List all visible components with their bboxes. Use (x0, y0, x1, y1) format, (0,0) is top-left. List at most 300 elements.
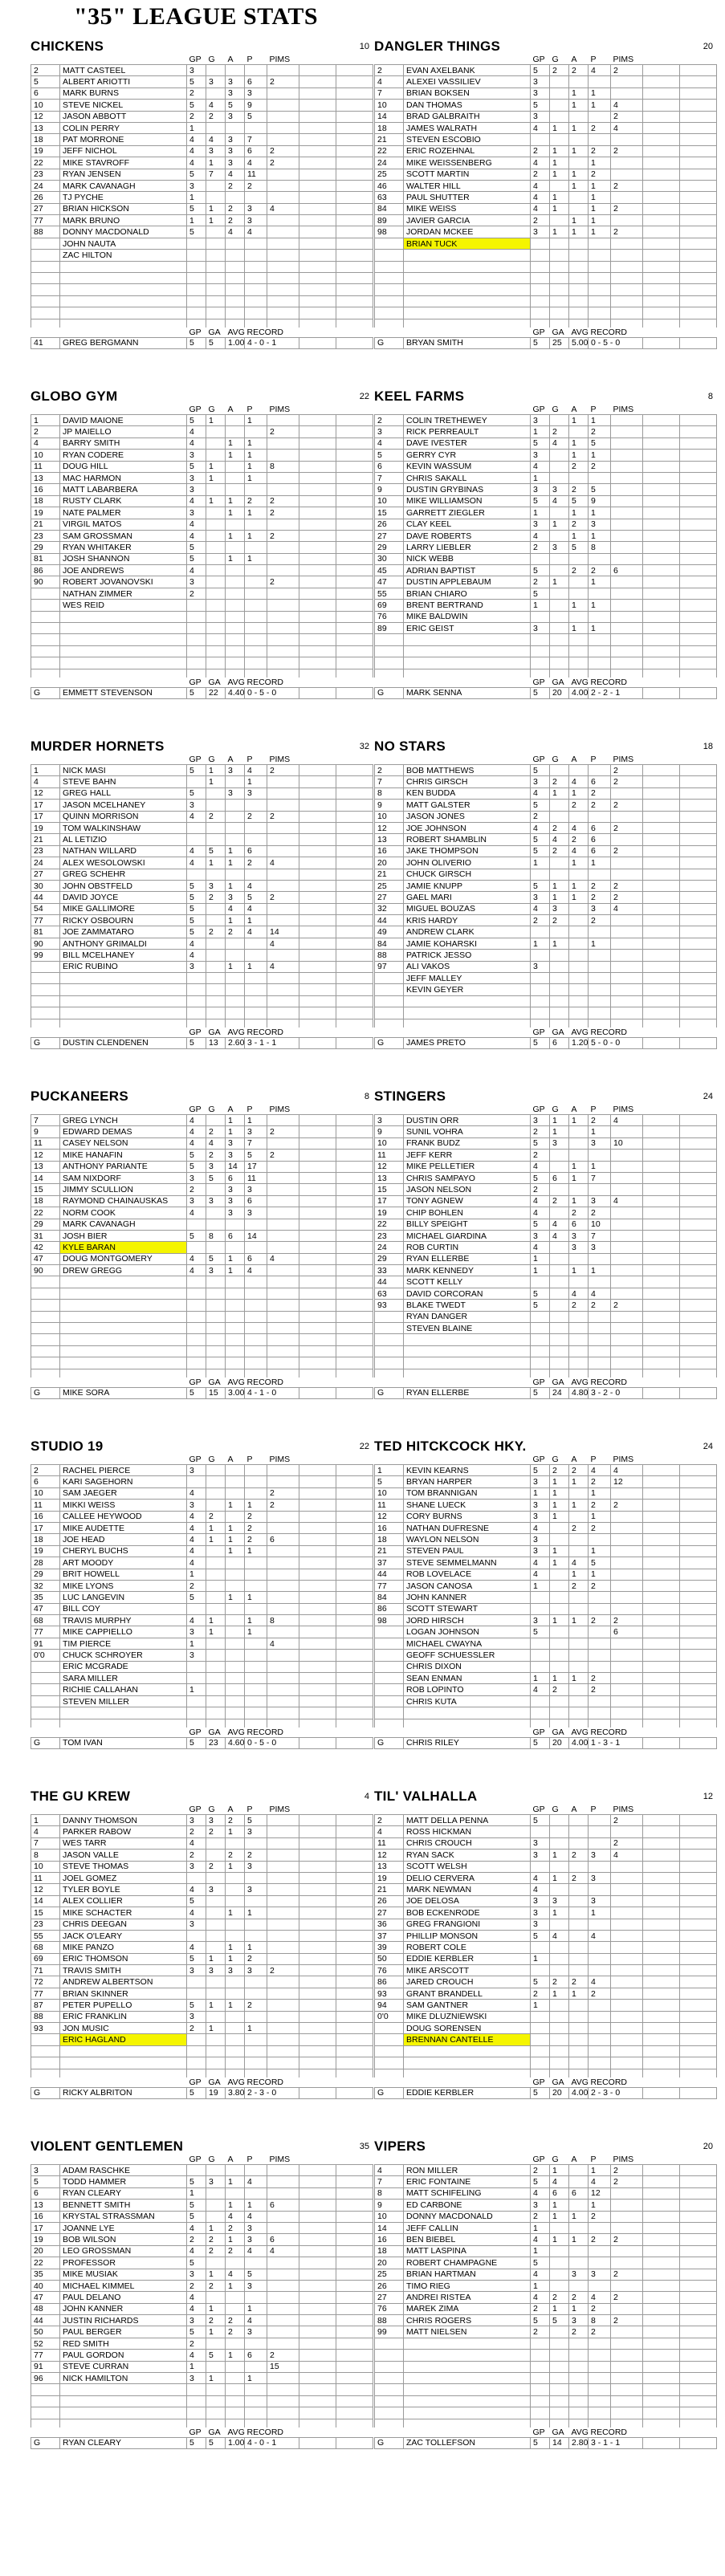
goalie-header-gp: GP (189, 1727, 202, 1737)
empty-cell (245, 657, 267, 669)
pims-value (611, 1184, 643, 1195)
pims-value (267, 2315, 299, 2326)
goalie-header-avg: AVG (227, 1727, 245, 1737)
empty-cell (187, 623, 206, 634)
a-value: 1 (226, 915, 245, 926)
player-row (31, 2303, 373, 2314)
a-value: 3 (226, 76, 245, 87)
blank (336, 1695, 373, 1707)
blank (336, 600, 373, 611)
player-number: 18 (375, 122, 404, 133)
empty-cell (611, 645, 643, 657)
g-value (550, 134, 569, 145)
goalie-avg: 4.00 (569, 687, 589, 698)
player-name: KRIS HARDY (404, 915, 531, 926)
blank (680, 65, 717, 76)
goalie-ga: 13 (206, 1037, 226, 1048)
spacer-cell (31, 1019, 60, 1028)
empty-cell (336, 1007, 373, 1019)
header-g: G (208, 2155, 215, 2164)
header-pims: PIMS (269, 1105, 291, 1114)
goalie-header-record: RECORD (590, 677, 628, 687)
empty-cell (643, 645, 680, 657)
blank (336, 1511, 373, 1522)
player-name: PAUL SHUTTER (404, 192, 531, 203)
player-row (31, 1965, 373, 1976)
p-value: 1 (589, 203, 611, 214)
empty-cell (611, 2045, 643, 2057)
a-value (226, 122, 245, 133)
blank (643, 542, 680, 553)
a-value (226, 472, 245, 483)
player-name: JOANNE LYE (60, 2222, 187, 2233)
player-number (375, 1650, 404, 1661)
blank (643, 1919, 680, 1930)
gp-value (187, 250, 206, 261)
blank (680, 1487, 717, 1499)
header-blank (31, 755, 60, 765)
spacer-cell (245, 1719, 267, 1728)
player-number: 9 (375, 484, 404, 495)
goalie-gp: 5 (187, 337, 206, 348)
player-number: 98 (375, 226, 404, 238)
empty-cell (31, 1707, 60, 1719)
gp-value: 4 (531, 2292, 550, 2303)
gp-value: 3 (187, 800, 206, 811)
spacer-cell (336, 2069, 373, 2077)
goalie-header-avg: AVG (571, 2427, 589, 2437)
blank (299, 2011, 336, 2022)
player-number (375, 1323, 404, 1334)
goalie-row (31, 337, 373, 348)
g-value: 1 (550, 1126, 569, 1137)
a-value (569, 1930, 589, 1941)
p-value: 6 (245, 845, 267, 857)
empty-cell (404, 2045, 531, 2057)
player-number: 22 (31, 2257, 60, 2269)
p-value: 1 (245, 2200, 267, 2211)
blank (643, 1150, 680, 1161)
empty-row (375, 2384, 717, 2395)
empty-cell (299, 1311, 336, 1322)
empty-cell (336, 1345, 373, 1357)
spacer-cell (680, 319, 717, 328)
spacer-cell (404, 1369, 531, 1378)
blank (680, 426, 717, 437)
empty-cell (299, 307, 336, 319)
empty-row (31, 1334, 373, 1345)
g-value (550, 2257, 569, 2269)
goalie-header-row (31, 678, 373, 688)
p-value: 2 (589, 169, 611, 180)
spacer-cell (336, 1019, 373, 1028)
p-value: 3 (589, 1850, 611, 1861)
player-name: CHIP BOHLEN (404, 1207, 531, 1219)
player-row (31, 215, 373, 226)
player-number: 23 (31, 1919, 60, 1930)
goalie-position: G (375, 687, 404, 698)
empty-cell (611, 2338, 643, 2349)
goalie-gp: 5 (531, 2437, 550, 2448)
header-g: G (552, 1805, 559, 1814)
player-name: DELIO CERVERA (404, 1872, 531, 1883)
spacer-cell (550, 2069, 569, 2077)
player-number: 27 (375, 1907, 404, 1919)
p-value (589, 811, 611, 822)
pims-value: 4 (611, 1850, 643, 1861)
empty-cell (531, 634, 550, 645)
gp-value: 4 (531, 1557, 550, 1569)
spacer-cell (60, 1719, 187, 1728)
empty-cell (299, 284, 336, 295)
blank (680, 2292, 717, 2303)
a-value: 6 (226, 1172, 245, 1183)
pims-value (611, 1953, 643, 1964)
pims-value: 2 (611, 880, 643, 891)
header-a: A (227, 55, 234, 64)
g-value (206, 238, 226, 249)
p-value (245, 2292, 267, 2303)
spacer-cell (299, 1369, 336, 1378)
spacer-cell (336, 1719, 373, 1728)
empty-cell (589, 2395, 611, 2407)
p-value: 2 (589, 2234, 611, 2245)
g-value (206, 507, 226, 519)
player-number: 7 (31, 1115, 60, 1126)
goalie-header-row (375, 678, 717, 688)
g-value (206, 1930, 226, 1941)
empty-cell (245, 1334, 267, 1345)
empty-cell (299, 273, 336, 284)
player-name: RACHEL PIERCE (60, 1465, 187, 1476)
player-row (375, 180, 717, 191)
gp-value: 2 (187, 2023, 206, 2034)
a-value: 1 (226, 1545, 245, 1557)
blank (680, 134, 717, 145)
g-value (550, 2280, 569, 2291)
blank (643, 800, 680, 811)
skater-table (374, 405, 717, 699)
blank (299, 1511, 336, 1522)
empty-cell (299, 984, 336, 995)
p-value: 1 (245, 415, 267, 426)
blank (336, 1872, 373, 1883)
gp-value (531, 1323, 550, 1334)
a-value (226, 822, 245, 833)
empty-cell (680, 1345, 717, 1357)
spacer-cell (680, 1719, 717, 1728)
header-blank (31, 2077, 60, 2088)
player-number: 68 (31, 1615, 60, 1626)
goalie-header-record: RECORD (246, 2077, 284, 2087)
gp-value: 4 (187, 565, 206, 576)
player-name: BRIAN BOKSEN (404, 87, 531, 99)
g-value (550, 1311, 569, 1322)
player-row (31, 1615, 373, 1626)
player-row (375, 2187, 717, 2199)
player-number: 13 (375, 1861, 404, 1872)
blank (643, 2176, 680, 2187)
header-pims: PIMS (269, 755, 291, 764)
p-value: 4 (245, 880, 267, 891)
player-number: 20 (375, 2257, 404, 2269)
a-value (226, 484, 245, 495)
empty-row (31, 2407, 373, 2419)
player-row (31, 1545, 373, 1557)
empty-cell (550, 645, 569, 657)
empty-cell (680, 2338, 717, 2349)
blank (680, 2200, 717, 2211)
blank (680, 1650, 717, 1661)
header-blank (375, 2155, 404, 2165)
gp-value: 3 (187, 2011, 206, 2022)
player-name: SCOTT WELSH (404, 1861, 531, 1872)
gp-value: 4 (187, 157, 206, 169)
g-value (206, 1465, 226, 1476)
g-value: 1 (550, 938, 569, 949)
empty-cell (550, 284, 569, 295)
player-name: JEFF CALLIN (404, 2222, 531, 2233)
gp-value: 3 (531, 1907, 550, 1919)
empty-cell (550, 2350, 569, 2361)
blank (299, 215, 336, 226)
pims-value (611, 1907, 643, 1919)
pims-value (611, 576, 643, 588)
player-name: JAMIE KNUPP (404, 880, 531, 891)
player-number: 12 (31, 1884, 60, 1895)
a-value: 1 (226, 2176, 245, 2187)
a-value (569, 1626, 589, 1638)
empty-cell (404, 1334, 531, 1345)
empty-cell (531, 2350, 550, 2361)
gp-value: 1 (531, 2222, 550, 2233)
blank (643, 1942, 680, 1953)
player-name: NATE PALMER (60, 507, 187, 519)
pims-value (267, 1522, 299, 1533)
player-row (31, 776, 373, 787)
empty-cell (569, 2350, 589, 2361)
blank (643, 765, 680, 776)
a-value (226, 600, 245, 611)
player-number: 10 (375, 1487, 404, 1499)
pims-value (611, 461, 643, 472)
p-value (589, 1826, 611, 1837)
blank (299, 1615, 336, 1626)
gp-value: 5 (531, 437, 550, 449)
p-value (589, 765, 611, 776)
empty-cell (589, 2057, 611, 2069)
p-value: 1 (245, 530, 267, 541)
gp-value: 2 (187, 111, 206, 122)
blank (336, 1557, 373, 1569)
spacer-cell (531, 1719, 550, 1728)
empty-cell (60, 973, 187, 984)
header-blank (299, 2155, 336, 2165)
player-number (31, 588, 60, 599)
spacer-cell (226, 319, 245, 328)
player-row (31, 1872, 373, 1883)
empty-cell (569, 2057, 589, 2069)
blank (643, 157, 680, 169)
player-name: DAVE IVESTER (404, 437, 531, 449)
spacer-cell (60, 1019, 187, 1028)
goalie-header-ga: GA (208, 2077, 221, 2087)
player-name: RED SMITH (60, 2338, 187, 2349)
player-number: 9 (375, 2200, 404, 2211)
player-row (31, 2000, 373, 2011)
empty-cell (245, 1323, 267, 1334)
player-number: 4 (31, 437, 60, 449)
blank (336, 1184, 373, 1195)
empty-cell (569, 250, 589, 261)
empty-cell (206, 1300, 226, 1311)
p-value: 4 (245, 2176, 267, 2187)
team-block (31, 389, 373, 699)
empty-cell (589, 1334, 611, 1345)
p-value: 2 (589, 1522, 611, 1533)
a-value (569, 1837, 589, 1849)
player-name: MIKE WILLIAMSON (404, 495, 531, 507)
player-number: 99 (31, 950, 60, 961)
player-number: 25 (375, 169, 404, 180)
p-value (589, 950, 611, 961)
blank (643, 1907, 680, 1919)
blank (299, 2361, 336, 2372)
empty-cell (569, 657, 589, 669)
player-row (375, 553, 717, 564)
player-row (375, 1242, 717, 1253)
player-name: WALTER HILL (404, 180, 531, 191)
player-name: ERIC MCGRADE (60, 1661, 187, 1672)
header-blank (375, 328, 404, 338)
player-name: GREG FRANGIONI (404, 1919, 531, 1930)
gp-value: 3 (187, 1172, 206, 1183)
player-number: 88 (375, 950, 404, 961)
player-name: JORD HIRSCH (404, 1615, 531, 1626)
blank (680, 2222, 717, 2233)
spacer-cell (404, 1019, 531, 1028)
player-number: 6 (375, 461, 404, 472)
team-name: DANGLER THINGS (374, 39, 501, 54)
pims-value (267, 1219, 299, 1230)
blank (680, 776, 717, 787)
gp-value: 3 (531, 111, 550, 122)
player-number: 77 (31, 915, 60, 926)
player-row (375, 1953, 717, 1964)
player-row (375, 1942, 717, 1953)
blank (643, 880, 680, 891)
blank (299, 1942, 336, 1953)
p-value (589, 1919, 611, 1930)
header-blank (375, 1105, 404, 1115)
blank (643, 1850, 680, 1861)
player-row (375, 1115, 717, 1126)
pims-value: 12 (611, 1476, 643, 1487)
spacer-cell (569, 319, 589, 328)
blank (643, 553, 680, 564)
a-value: 1 (226, 450, 245, 461)
empty-cell (611, 1007, 643, 1019)
p-value: 3 (245, 1965, 267, 1976)
spacer-cell (245, 669, 267, 678)
a-value: 4 (569, 776, 589, 787)
g-value: 3 (206, 145, 226, 157)
a-value (569, 426, 589, 437)
blank (643, 834, 680, 845)
blank (680, 1919, 717, 1930)
player-row (31, 892, 373, 903)
pims-value (611, 553, 643, 564)
player-name: RON MILLER (404, 2165, 531, 2176)
pims-value (267, 834, 299, 845)
header-blank (404, 678, 531, 688)
pims-value (267, 2187, 299, 2199)
goalie-header-avg: AVG (571, 2077, 589, 2087)
empty-row (31, 995, 373, 1007)
spacer-cell (245, 2069, 267, 2077)
player-number: 7 (375, 2176, 404, 2187)
team-name: CHICKENS (31, 39, 104, 54)
header-blank (375, 1455, 404, 1465)
blank (336, 857, 373, 869)
header-blank (643, 2155, 680, 2165)
g-value: 1 (550, 1476, 569, 1487)
blank (680, 1626, 717, 1638)
gp-value (187, 1930, 206, 1941)
empty-row (375, 645, 717, 657)
header-blank (299, 2077, 336, 2088)
player-name: SAM JAEGER (60, 1487, 187, 1499)
team-name: TED HITCKCOCK HKY. (374, 1439, 527, 1454)
a-value: 4 (226, 903, 245, 914)
empty-cell (245, 1707, 267, 1719)
empty-row (375, 2407, 717, 2419)
p-value (589, 1626, 611, 1638)
player-number: 16 (31, 1511, 60, 1522)
blank (680, 800, 717, 811)
blank (643, 145, 680, 157)
blank (299, 111, 336, 122)
goalie-name: RYAN ELLERBE (404, 1387, 531, 1398)
pims-value: 2 (611, 203, 643, 214)
player-number: 17 (31, 2222, 60, 2233)
g-value: 1 (206, 765, 226, 776)
pims-value (267, 1161, 299, 1172)
blank (643, 1511, 680, 1522)
p-value (245, 2011, 267, 2022)
blank (299, 1826, 336, 1837)
a-value: 1 (569, 623, 589, 634)
player-row (31, 145, 373, 157)
p-value (245, 1930, 267, 1941)
blank (299, 2187, 336, 2199)
player-row (31, 87, 373, 99)
blank (336, 811, 373, 822)
player-number: 21 (31, 834, 60, 845)
goalie-gp: 5 (531, 1737, 550, 1748)
skater-table (374, 1805, 717, 2099)
player-row (31, 1942, 373, 1953)
a-value: 3 (226, 787, 245, 799)
player-row (31, 1603, 373, 1614)
header-blank (680, 1728, 717, 1738)
player-row (375, 1265, 717, 1276)
empty-cell (375, 250, 404, 261)
goalie-gp: 5 (531, 2087, 550, 2098)
empty-cell (299, 2057, 336, 2069)
blank (336, 2326, 373, 2338)
header-blank (31, 1105, 60, 1115)
